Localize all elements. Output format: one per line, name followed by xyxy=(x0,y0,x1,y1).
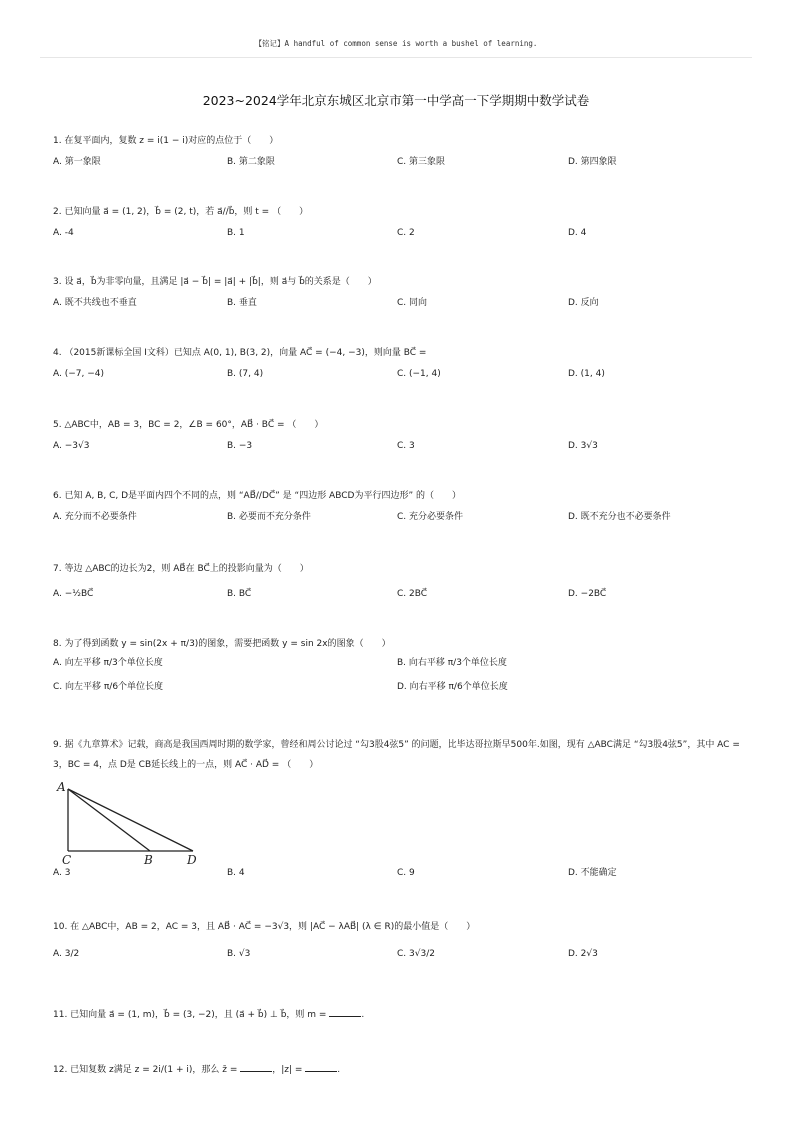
option-a[interactable]: A. (−7, −4) xyxy=(53,369,104,379)
option-b[interactable]: B. 垂直 xyxy=(227,298,257,308)
option-c[interactable]: C. 同向 xyxy=(397,298,428,308)
option-a[interactable]: A. 向左平移 π/3个单位长度 xyxy=(53,658,163,668)
question-stem: 1. 在复平面内，复数 z = i(1 − i)对应的点位于（ ） xyxy=(53,136,279,146)
option-a[interactable]: A. -4 xyxy=(53,228,74,238)
answer-blank[interactable] xyxy=(329,1006,361,1017)
question-8 xyxy=(53,637,743,702)
question-7 xyxy=(53,562,743,605)
option-c[interactable]: C. 2BC⃗ xyxy=(397,589,428,599)
option-b[interactable]: B. BC⃗ xyxy=(227,589,252,599)
option-a[interactable]: A. 既不共线也不垂直 xyxy=(53,298,137,308)
option-b[interactable]: B. 4 xyxy=(227,868,245,878)
question-9-options xyxy=(53,866,743,884)
option-d[interactable]: D. 2√3 xyxy=(568,949,598,959)
option-b[interactable]: B. 1 xyxy=(227,228,245,238)
option-a[interactable]: A. 充分而不必要条件 xyxy=(53,512,137,522)
option-c[interactable]: C. 9 xyxy=(397,868,415,878)
triangle-figure xyxy=(53,780,213,869)
question-2 xyxy=(53,205,743,244)
option-c[interactable]: C. 3√3/2 xyxy=(397,949,435,959)
option-d[interactable]: D. 3√3 xyxy=(568,441,598,451)
option-c[interactable]: C. (−1, 4) xyxy=(397,369,441,379)
option-c[interactable]: C. 充分必要条件 xyxy=(397,512,464,522)
question-11 xyxy=(53,1006,743,1023)
question-stem: 9. 据《九章算术》记载，商高是我国西周时期的数学家，曾经和周公讨论过 “勾3股4弦5” 的问题，比毕达哥拉斯早500年.如图，现有 △ABC满足 “勾3股4弦5”，其中 AC = 3，BC = 4，点 D是 CB延长线上的一点，则 AC⃗ · AD⃗ = （ ） xyxy=(53,740,740,770)
option-b[interactable]: B. −3 xyxy=(227,441,253,451)
option-b[interactable]: B. 向右平移 π/3个单位长度 xyxy=(397,658,507,668)
option-d[interactable]: D. −2BC⃗ xyxy=(568,589,607,599)
question-stem-end: . xyxy=(361,1010,365,1020)
option-c[interactable]: C. 3 xyxy=(397,441,415,451)
option-a[interactable]: A. −3√3 xyxy=(53,441,90,451)
option-a[interactable]: A. 3 xyxy=(53,868,71,878)
question-stem: 2. 已知向量 a⃗ = (1, 2)，b⃗ = (2, t)，若 a⃗//b⃗，则 t = （ ） xyxy=(53,207,309,217)
segment-ad xyxy=(68,789,193,851)
label-a: A xyxy=(57,780,66,794)
triangle-diagram xyxy=(53,780,213,866)
option-b[interactable]: B. √3 xyxy=(227,949,251,959)
question-12 xyxy=(53,1061,743,1078)
option-b[interactable]: B. 第二象限 xyxy=(227,157,275,167)
label-b: B xyxy=(144,853,153,866)
option-d[interactable]: D. 反向 xyxy=(568,298,599,308)
question-6 xyxy=(53,489,743,528)
answer-blank-conjugate[interactable] xyxy=(240,1061,272,1072)
question-stem: 8. 为了得到函数 y = sin(2x + π/3)的图象，需要把函数 y = sin 2x的图象（ ） xyxy=(53,639,391,649)
option-d[interactable]: D. 4 xyxy=(568,228,587,238)
option-d[interactable]: D. (1, 4) xyxy=(568,369,605,379)
question-stem: 6. 已知 A, B, C, D是平面内四个不同的点，则 “AB⃗//DC⃗” 是 “四边形 ABCD为平行四边形” 的（ ） xyxy=(53,491,461,501)
question-stem: 3. 设 a⃗，b⃗为非零向量，且满足 |a⃗ − b⃗| = |a⃗| + |b⃗|，则 a⃗与 b⃗的关系是（ ） xyxy=(53,277,377,287)
header-divider xyxy=(40,57,752,58)
question-4 xyxy=(53,346,743,385)
option-a[interactable]: A. 第一象限 xyxy=(53,157,101,167)
option-c[interactable]: C. 2 xyxy=(397,228,415,238)
question-5 xyxy=(53,418,743,457)
question-1 xyxy=(53,134,743,173)
option-a[interactable]: A. −½BC⃗ xyxy=(53,589,94,599)
option-d[interactable]: D. 不能确定 xyxy=(568,868,617,878)
question-3 xyxy=(53,275,743,314)
question-10 xyxy=(53,920,743,965)
answer-blank-modulus[interactable] xyxy=(305,1061,337,1072)
question-stem: 12. 已知复数 z满足 z = 2i/(1 + i)，那么 z̄ = xyxy=(53,1065,241,1075)
question-stem: 4. （2015新课标全国 Ⅰ文科）已知点 A(0, 1), B(3, 2)，向量 AC⃗ = (−4, −3)，则向量 BC⃗ = xyxy=(53,348,427,358)
question-stem-mid: ，|z| = xyxy=(272,1065,306,1075)
question-stem: 5. △ABC中，AB = 3，BC = 2，∠B = 60°，AB⃗ · BC⃗ = （ ） xyxy=(53,420,324,430)
option-b[interactable]: B. 必要而不充分条件 xyxy=(227,512,311,522)
option-c[interactable]: C. 第三象限 xyxy=(397,157,446,167)
question-stem: 11. 已知向量 a⃗ = (1, m)，b⃗ = (3, −2)，且 (a⃗ + b⃗) ⊥ b⃗，则 m = xyxy=(53,1010,330,1020)
question-9 xyxy=(53,735,743,775)
segment-ab xyxy=(68,789,150,851)
label-d: D xyxy=(187,853,197,866)
option-d[interactable]: D. 第四象限 xyxy=(568,157,617,167)
option-d[interactable]: D. 既不充分也不必要条件 xyxy=(568,512,671,522)
question-stem: 7. 等边 △ABC的边长为2，则 AB⃗在 BC⃗上的投影向量为（ ） xyxy=(53,564,309,574)
question-stem: 10. 在 △ABC中，AB = 2，AC = 3，且 AB⃗ · AC⃗ = −3√3，则 |AC⃗ − λAB⃗| (λ ∈ R)的最小值是（ ） xyxy=(53,922,476,932)
option-b[interactable]: B. (7, 4) xyxy=(227,369,264,379)
header-banner: 【铭记】A handful of common sense is worth a bushel of learning. xyxy=(254,39,538,48)
question-stem-end: . xyxy=(337,1065,341,1075)
option-c[interactable]: C. 向左平移 π/6个单位长度 xyxy=(53,682,164,692)
page-title: 2023~2024学年北京东城区北京市第一中学高一下学期期中数学试卷 xyxy=(202,93,590,108)
label-c: C xyxy=(62,853,72,866)
option-a[interactable]: A. 3/2 xyxy=(53,949,80,959)
option-d[interactable]: D. 向右平移 π/6个单位长度 xyxy=(397,682,508,692)
